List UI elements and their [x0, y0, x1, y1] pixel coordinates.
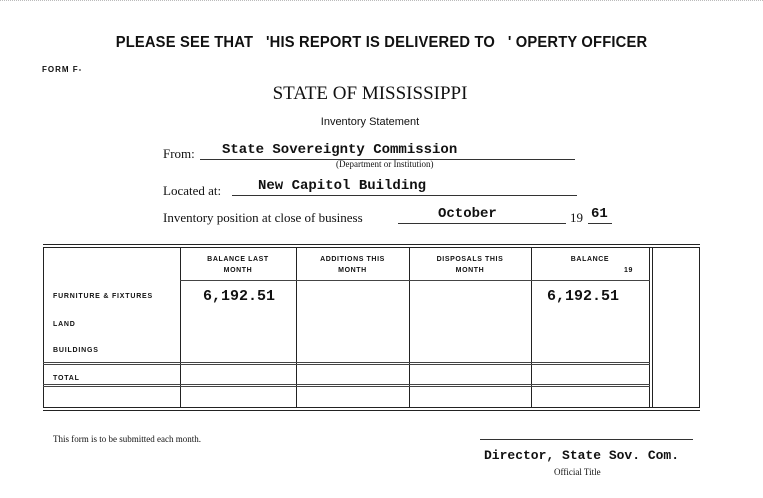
row-land-label: LAND: [53, 321, 76, 328]
furniture-balance-last: 6,192.51: [203, 288, 276, 305]
located-label: Located at:: [163, 183, 222, 198]
col-additions: ADDITIONS THIS MONTH: [320, 256, 385, 274]
col-disposals: DISPOSALS THIS MONTH: [436, 256, 504, 274]
notice-part-1: PLEASE SEE THAT: [115, 34, 254, 51]
row-total-label: TOTAL: [53, 375, 80, 382]
signature-caption: Official Title: [554, 467, 601, 477]
year-value: 61: [591, 206, 608, 222]
top-border-dots: [0, 0, 763, 1]
month-underline: [398, 223, 566, 224]
row-furniture-label: FURNITURE & FIXTURES: [53, 293, 153, 300]
notice-part-3: ' OPERTY OFFICER: [507, 34, 648, 51]
year-underline: [588, 223, 612, 224]
signature-line: [480, 439, 693, 440]
notice-part-2: 'HIS REPORT IS DELIVERED TO: [265, 34, 495, 51]
state-title: STATE OF MISSISSIPPI: [272, 83, 468, 104]
from-label: From:: [163, 146, 195, 161]
signature-title-value: Director, State Sov. Com.: [484, 448, 680, 463]
inventory-table: [43, 244, 700, 412]
col-balance-last: BALANCE LAST MONTH: [207, 256, 269, 274]
from-note: (Department or Institution): [336, 159, 434, 169]
delivery-notice: [31, 34, 733, 52]
submission-note: This form is to be submitted each month.: [53, 434, 201, 444]
located-underline: [232, 195, 577, 196]
year-prefix: 19: [570, 210, 583, 225]
row-buildings-label: BUILDINGS: [53, 347, 99, 354]
furniture-balance: 6,192.51: [547, 288, 620, 305]
from-value: State Sovereignty Commission: [222, 142, 458, 158]
position-label: Inventory position at close of business: [163, 210, 363, 225]
col-balance: BALANCE 19: [570, 256, 633, 274]
month-value: October: [438, 206, 497, 222]
form-subtitle: Inventory Statement: [320, 116, 420, 128]
form-number: FORM F-: [42, 65, 83, 74]
located-value: New Capitol Building: [258, 178, 427, 194]
